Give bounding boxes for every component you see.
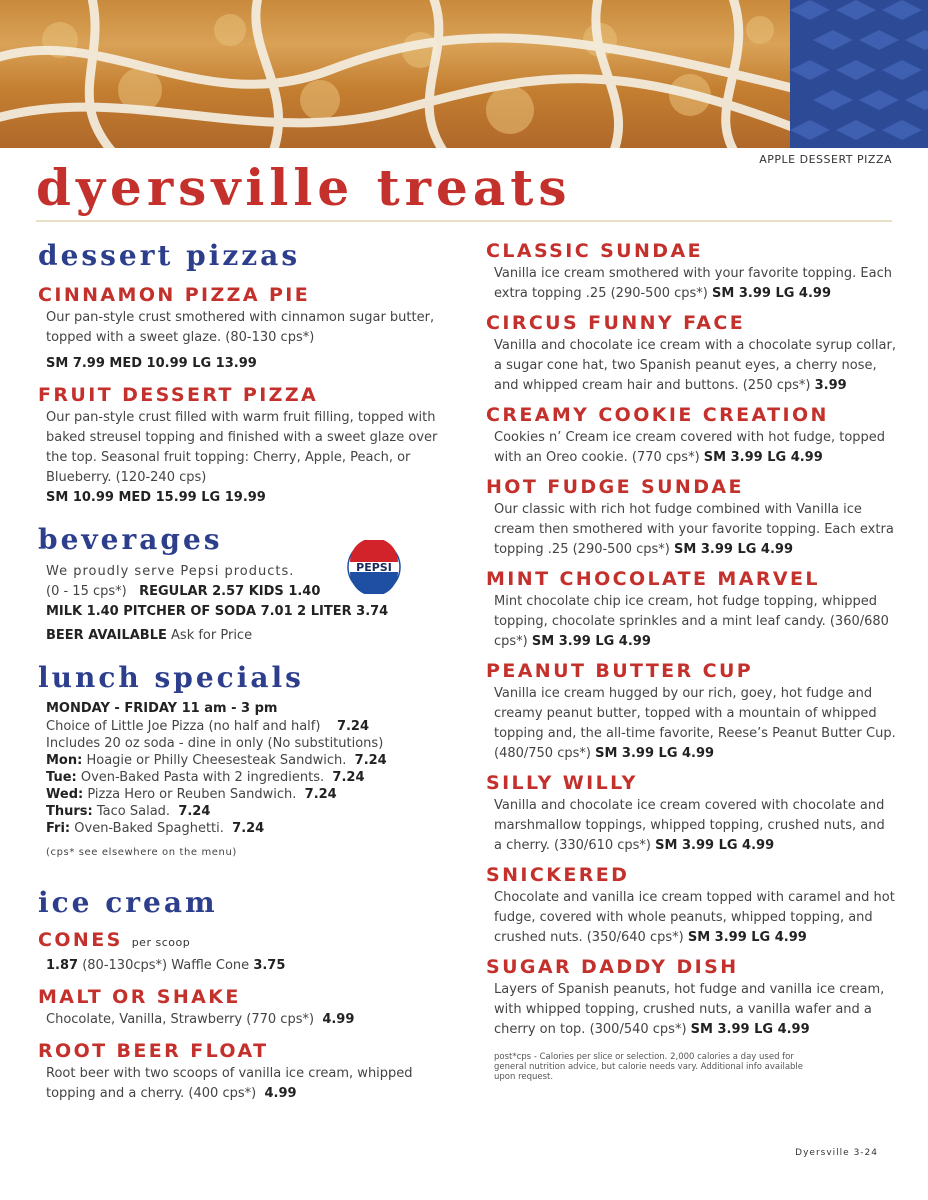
lunch-special-text: Hoagie or Philly Cheesesteak Sandwich.: [86, 753, 347, 768]
beer-text: Ask for Price: [171, 628, 253, 643]
item-description: [494, 980, 896, 1040]
lunch-special-row: [46, 752, 443, 769]
lunch-special-price: 7.24: [178, 804, 211, 819]
left-column: [38, 238, 443, 1104]
lunch-special-row: [46, 769, 443, 786]
menu-item: [38, 282, 443, 374]
lunch-special-row: [46, 820, 443, 837]
item-description: [494, 592, 896, 652]
item-price: SM 3.99 LG 4.99: [712, 286, 831, 301]
lunch-special-text: Oven-Baked Pasta with 2 ingredients.: [80, 770, 325, 785]
menu-item: [486, 310, 896, 396]
item-name: CREAMY COOKIE CREATION: [486, 404, 829, 426]
menu-item: [486, 770, 896, 856]
item-description: Our pan-style crust filled with warm fruit filling, topped with baked streusel topping and finished with a sweet glaze over the top. Seasonal fruit topping: Cherry, Apple, Peach, or Blueberry. (120-240 cps): [46, 410, 438, 485]
lunch-choice-text: Choice of Little Joe Pizza (no half and half): [46, 719, 321, 734]
item-desc-text: Vanilla and chocolate ice cream covered with chocolate and marshmallow toppings, whipped topping, crushed nuts, and a cherry. (330/610 cps*): [494, 798, 885, 853]
item-description: [494, 428, 896, 468]
lunch-special-text: Taco Salad.: [96, 804, 171, 819]
item-description: [494, 264, 896, 304]
item-desc-text: Our classic with rich hot fudge combined with Vanilla ice cream then smothered with your favorite topping. Each extra topping .25 (290-500 cps*): [494, 502, 894, 557]
item-desc-text: Vanilla and chocolate ice cream with a chocolate syrup collar, a sugar cone hat, two Spanish peanut eyes, a cherry nose, and whipped cream hair and buttons. (250 cps*): [494, 338, 896, 393]
cones-price: 1.87: [46, 958, 79, 973]
photo-caption: APPLE DESSERT PIZZA: [759, 153, 892, 166]
item-desc-text: Vanilla ice cream smothered with your favorite topping. Each extra topping .25 (290-500 cps*): [494, 266, 892, 301]
item-description: [494, 336, 896, 396]
lunch-special-text: Pizza Hero or Reuben Sandwich.: [87, 787, 297, 802]
lunch-special-row: [46, 786, 443, 803]
menu-item: [486, 658, 896, 764]
item-price: SM 7.99 MED 10.99 LG 13.99: [46, 356, 257, 371]
item-description: [494, 888, 896, 948]
menu-item: [486, 402, 896, 468]
calorie-fine-print: post*cps - Calories per slice or selection. 2,000 calories a day used for general nutrition advice, but calorie needs vary. Additional info available upon request.: [494, 1052, 804, 1082]
section-heading-lunch-specials: lunch specials: [38, 661, 304, 694]
item-name: SILLY WILLY: [486, 772, 638, 794]
item-price: SM 10.99 MED 15.99 LG 19.99: [46, 490, 266, 505]
waffle-cone-price: 3.75: [253, 958, 286, 973]
menu-item: [486, 954, 896, 1040]
beer-line: [46, 626, 443, 646]
item-price: 3.99: [814, 378, 847, 393]
item-price: SM 3.99 LG 4.99: [703, 450, 823, 465]
lunch-special-price: 7.24: [354, 753, 387, 768]
item-name: MALT OR SHAKE: [38, 986, 241, 1008]
malt-price: 4.99: [322, 1012, 355, 1027]
lunch-special-price: 7.24: [304, 787, 337, 802]
item-description: [494, 684, 896, 764]
item-description: Our pan-style crust smothered with cinnamon sugar butter, topped with a sweet glaze. (80-130 cps*): [46, 310, 435, 345]
item-name: CLASSIC SUNDAE: [486, 240, 703, 262]
item-desc-text: Layers of Spanish peanuts, hot fudge and vanilla ice cream, with whipped topping, crushed nuts, a vanilla wafer and a cherry on top. (300/540 cps*): [494, 982, 885, 1037]
item-description: [494, 796, 896, 856]
menu-item: [486, 566, 896, 652]
malt-desc: Chocolate, Vanilla, Strawberry (770 cps*): [46, 1012, 315, 1027]
item-desc-text: Vanilla ice cream hugged by our rich, goey, hot fudge and creamy peanut butter, topped with a mountain of whipped topping and, the all-time favorite, Reese’s Peanut Butter Cup. (480/750 cps*): [494, 686, 896, 761]
lunch-choice: [46, 718, 443, 735]
beverages-prices-2: MILK 1.40 PITCHER OF SODA 7.01 2 LITER 3.74: [46, 604, 389, 619]
menu-item: [486, 862, 896, 948]
lunch-special-day: Wed:: [46, 787, 84, 802]
menu-item-cones: [38, 927, 443, 976]
title-divider: [36, 220, 892, 222]
lunch-special-row: [46, 803, 443, 820]
item-name: MINT CHOCOLATE MARVEL: [486, 568, 820, 590]
lunch-special-price: 7.24: [232, 821, 265, 836]
cps-note: (cps* see elsewhere on the menu): [46, 847, 237, 858]
float-desc: Root beer with two scoops of vanilla ice cream, whipped topping and a cherry. (400 cps*): [46, 1066, 413, 1101]
item-desc-text: Cookies n’ Cream ice cream covered with hot fudge, topped with an Oreo cookie. (770 cps*): [494, 430, 886, 465]
lunch-includes: Includes 20 oz soda - dine in only (No substitutions): [46, 736, 384, 751]
decorative-star-pattern: [790, 0, 928, 148]
lunch-special-price: 7.24: [332, 770, 365, 785]
menu-item: [486, 238, 896, 304]
lunch-days: MONDAY - FRIDAY 11 am - 3 pm: [46, 701, 278, 716]
cones-subtitle: per scoop: [131, 936, 191, 949]
float-price: 4.99: [264, 1086, 297, 1101]
item-name: ROOT BEER FLOAT: [38, 1040, 269, 1062]
item-desc-text: Chocolate and vanilla ice cream topped with caramel and hot fudge, covered with whole peanuts, whipped topping, and crushed nuts. (350/640 cps*): [494, 890, 895, 945]
beverages-prices-1: REGULAR 2.57 KIDS 1.40: [139, 584, 321, 599]
page-footer: Dyersville 3-24: [795, 1148, 878, 1158]
lunch-special-day: Fri:: [46, 821, 71, 836]
item-name: SUGAR DADDY DISH: [486, 956, 739, 978]
item-desc-text: Mint chocolate chip ice cream, hot fudge topping, whipped topping, chocolate sprinkles and a mint leaf candy. (360/680 cps*): [494, 594, 889, 649]
item-price: SM 3.99 LG 4.99: [655, 838, 775, 853]
menu-item: [38, 382, 443, 508]
item-price: SM 3.99 LG 4.99: [674, 542, 793, 557]
pepsi-logo-text: PEPSI: [356, 561, 392, 574]
right-column: [486, 238, 896, 1082]
menu-item: [486, 474, 896, 560]
cones-cps: (80-130cps*) Waffle Cone: [82, 958, 250, 973]
item-description: [46, 1010, 443, 1030]
item-name: CINNAMON PIZZA PIE: [38, 284, 311, 306]
item-name: PEANUT BUTTER CUP: [486, 660, 754, 682]
item-price: SM 3.99 LG 4.99: [531, 634, 651, 649]
item-description: [46, 1064, 443, 1104]
beverages-cps: (0 - 15 cps*): [46, 584, 127, 599]
item-price: SM 3.99 LG 4.99: [687, 930, 807, 945]
section-heading-beverages: beverages: [38, 523, 223, 556]
lunch-choice-price: 7.24: [336, 719, 370, 734]
beverages-intro: We proudly serve Pepsi products.: [46, 564, 295, 579]
beer-label: BEER AVAILABLE: [46, 628, 167, 643]
hero-photo-apple-dessert-pizza: [0, 0, 790, 148]
lunch-special-day: Tue:: [46, 770, 77, 785]
menu-item-float: [38, 1038, 443, 1104]
section-heading-dessert-pizzas: dessert pizzas: [38, 239, 301, 272]
lunch-special-text: Oven-Baked Spaghetti.: [74, 821, 224, 836]
lunch-specials-list: [38, 752, 443, 837]
item-price: SM 3.99 LG 4.99: [595, 746, 715, 761]
item-name: FRUIT DESSERT PIZZA: [38, 384, 319, 406]
item-name: CIRCUS FUNNY FACE: [486, 312, 746, 334]
menu-item-malt: [38, 984, 443, 1030]
cones-line: [46, 956, 443, 976]
cones-name: CONES: [38, 929, 123, 951]
item-name: HOT FUDGE SUNDAE: [486, 476, 744, 498]
lunch-special-day: Mon:: [46, 753, 83, 768]
item-price: SM 3.99 LG 4.99: [690, 1022, 810, 1037]
pepsi-logo: [347, 540, 401, 594]
section-heading-ice-cream: ice cream: [38, 886, 218, 919]
lunch-special-day: Thurs:: [46, 804, 93, 819]
item-name: [38, 927, 443, 956]
glaze-drizzle: [0, 0, 790, 148]
item-name: SNICKERED: [486, 864, 630, 886]
page-title: dyersville treats: [36, 158, 572, 217]
item-description: [494, 500, 896, 560]
